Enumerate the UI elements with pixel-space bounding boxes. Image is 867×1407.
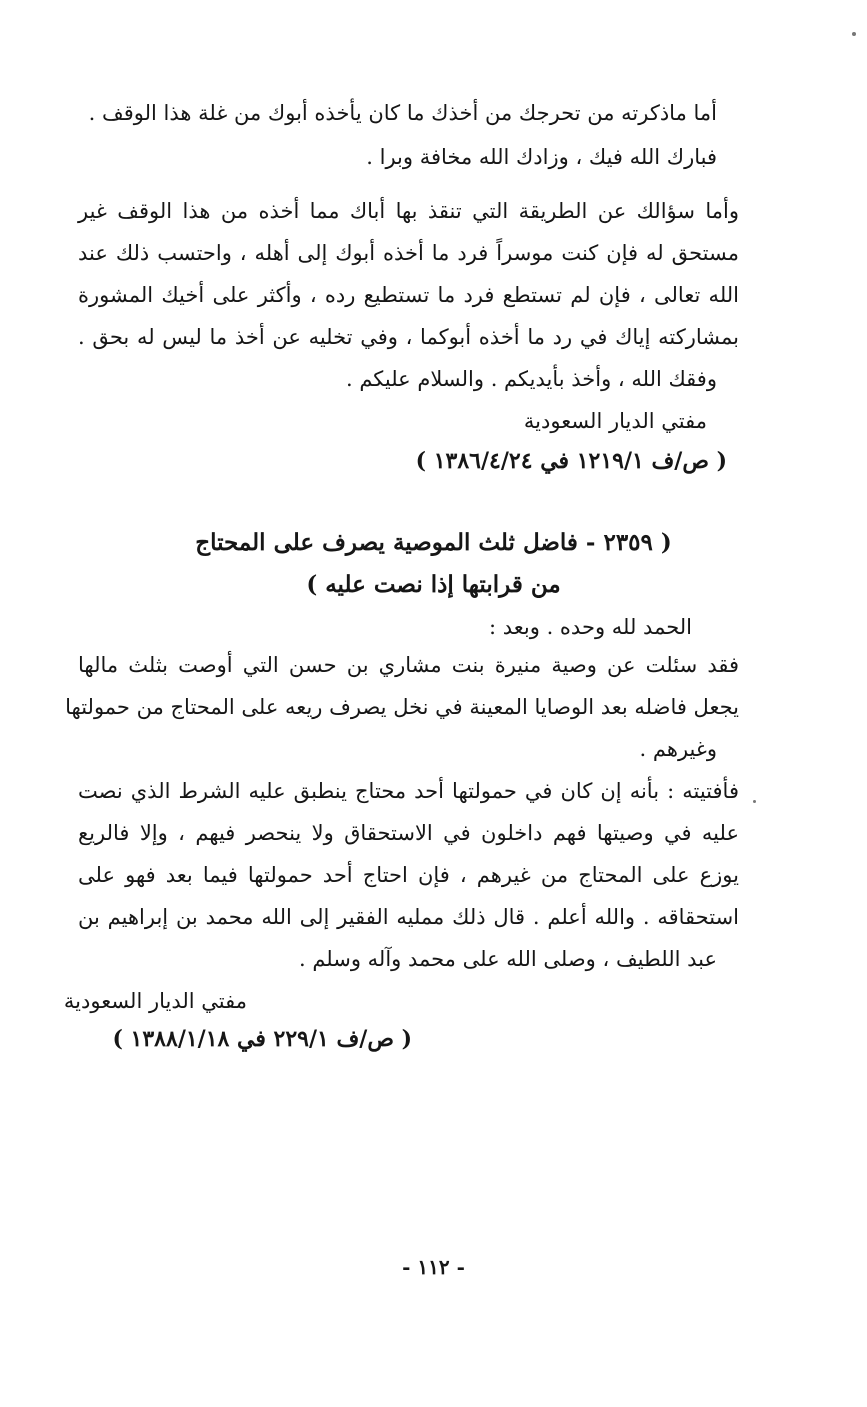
paragraph-line: بمشاركته إياك في رد ما أخذه أبوكما ، وفي تخليه عن أخذ ما ليس له بحق . xyxy=(78,325,739,349)
scan-speck xyxy=(852,32,856,36)
section-heading-continued: من قرابتها إذا نصت عليه ) xyxy=(306,571,561,598)
paragraph-line: استحقاقه . والله أعلم . قال ذلك ممليه الفقير إلى الله محمد بن إبراهيم بن xyxy=(78,905,739,929)
paragraph-line: وأما سؤالك عن الطريقة التي تنقذ بها أباك مما أخذه من هذا الوقف غير xyxy=(78,199,739,223)
paragraph-line: عبد اللطيف ، وصلى الله على محمد وآله وسلم . xyxy=(298,947,717,971)
paragraph-line: فقد سئلت عن وصية منيرة بنت مشاري بن حسن التي أوصت بثلث مالها xyxy=(78,653,739,677)
paragraph-line: فأفتيته : بأنه إن كان في حمولتها أحد محتاج ينطبق عليه الشرط الذي نصت xyxy=(78,779,739,803)
paragraph-line: وغيرهم . xyxy=(639,737,717,761)
signature: مفتي الديار السعودية xyxy=(63,989,247,1013)
scan-speck xyxy=(753,800,756,803)
signature: مفتي الديار السعودية xyxy=(523,409,707,433)
paragraph-line: مستحق له فإن كنت موسراً فرد ما أخذه أبوك إلى أهله ، واحتسب ذلك عند xyxy=(78,241,739,265)
paragraph-line: عليه في وصيتها فهم داخلون في الاستحقاق ولا ينحصر فيهم ، وإلا فالريع xyxy=(78,821,739,845)
paragraph-line: فبارك الله فيك ، وزادك الله مخافة وبرا . xyxy=(366,145,717,169)
paragraph-line: يوزع على المحتاج من غيرهم ، فإن احتاج أحد حمولتها فيما بعد فهو على xyxy=(78,863,739,887)
page-number: - ١١٢ - xyxy=(402,1255,465,1279)
paragraph-line: أما ماذكرته من تحرجك من أخذك ما كان يأخذه أبوك من غلة هذا الوقف . xyxy=(88,101,717,125)
paragraph-line: يجعل فاضله بعد الوصايا المعينة في نخل يصرف ريعه على المحتاج من حمولتها xyxy=(65,695,739,719)
paragraph-line: وفقك الله ، وأخذ بأيديكم . والسلام عليكم . xyxy=(345,367,717,391)
opening-line: الحمد لله وحده . وبعد : xyxy=(489,615,692,639)
section-heading: ( ٢٣٥٩ - فاضل ثلث الموصية يصرف على المحتاج xyxy=(195,529,672,556)
paragraph-line: الله تعالى ، فإن لم تستطع فرد ما تستطيع رده ، وأكثر على أخيك المشورة xyxy=(78,283,739,307)
reference-number: ( ص/ف ٢٢٩/١ في ١٣٨٨/١/١٨ ) xyxy=(112,1026,412,1052)
reference-number: ( ص/ف ١٢١٩/١ في ١٣٨٦/٤/٢٤ ) xyxy=(415,448,727,474)
